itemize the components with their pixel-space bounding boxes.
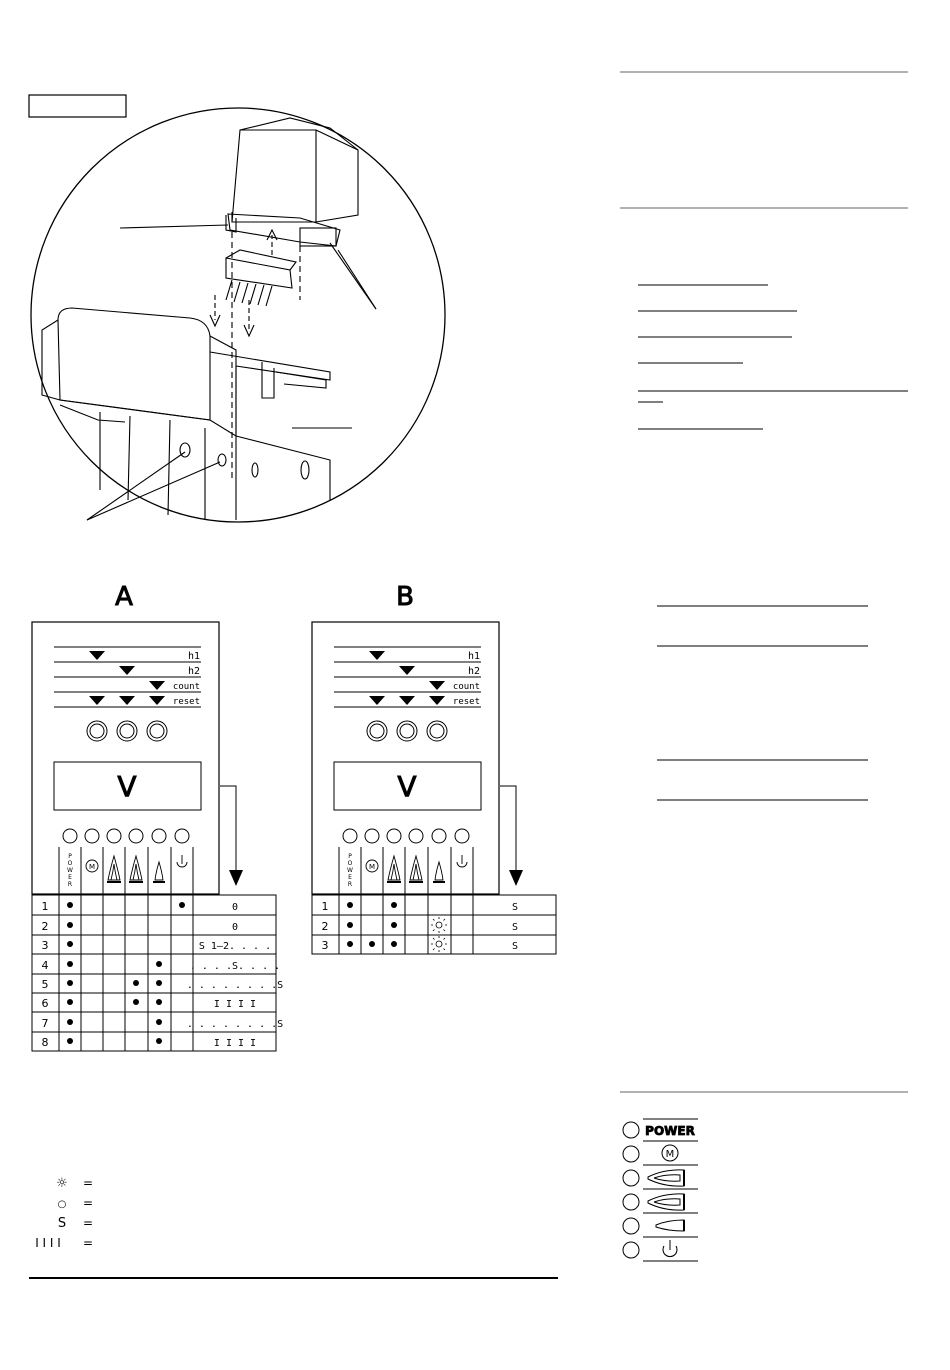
- table-cell-value: . . . . . . . .S: [186, 980, 284, 991]
- menu-label-h2: h2: [187, 666, 200, 677]
- key-list: [623, 1119, 698, 1261]
- flame-large-icon: [130, 856, 142, 880]
- key-motor-label: M: [665, 1149, 675, 1160]
- table-cell-value: 0: [231, 922, 239, 933]
- table-row-number: 3: [41, 939, 49, 952]
- legend-equals: =: [82, 1176, 94, 1190]
- table-row-number: 8: [41, 1036, 49, 1049]
- legend-symbol-blinking: ☼: [56, 1176, 68, 1191]
- panel-a-display-char: V: [117, 770, 137, 803]
- legend-equals: =: [82, 1216, 94, 1230]
- table-cell-value: I I I I: [213, 1038, 257, 1049]
- legend-symbol-bars: I I I I: [35, 1236, 61, 1250]
- menu-label-reset: reset: [172, 697, 200, 707]
- panel-a-button-3-inner: [150, 724, 164, 738]
- table-cell-value: S: [511, 922, 519, 933]
- flame-small-icon: [656, 1220, 684, 1231]
- table-row-number: 1: [41, 900, 49, 913]
- flame-large-icon: [388, 856, 400, 880]
- panel-a-leds: [63, 829, 189, 843]
- menu-label-h1: h1: [187, 651, 200, 662]
- legend-equals: =: [82, 1236, 94, 1250]
- flame-small-icon: [435, 862, 443, 880]
- power-label: P O W E R: [347, 853, 353, 888]
- legend-symbol-s: S: [57, 1216, 67, 1231]
- panel-b-motor-letter: M: [368, 863, 376, 871]
- menu-arrow-icons: [89, 651, 165, 705]
- table-cell-value: . . . .S. . . .: [189, 961, 281, 972]
- panel-b-leds: [343, 829, 469, 843]
- arrow-down-icon: [509, 870, 523, 886]
- connector-illustration: [31, 108, 445, 522]
- blank-lines: [638, 285, 908, 800]
- panel-b-display-char: V: [397, 770, 417, 803]
- power-label: P O W E R: [67, 853, 73, 888]
- flame-small-icon: [155, 862, 163, 880]
- legend-equals: =: [82, 1196, 94, 1210]
- menu-arrow-icons: [369, 651, 445, 705]
- table-cell-value: . . . . . . . .S: [186, 1019, 284, 1030]
- panel-a-button-2-inner: [120, 724, 134, 738]
- table-row-number: 2: [41, 920, 49, 933]
- flame-large-icon: [648, 1170, 684, 1186]
- table-cell-value: S 1–2. . . .: [198, 941, 272, 952]
- table-row-number: 3: [321, 939, 329, 952]
- table-row-number: 4: [41, 959, 49, 972]
- table-cell-value: S: [511, 941, 519, 952]
- status-dots: [67, 902, 185, 1044]
- table-row-number: 2: [321, 920, 329, 933]
- table-cell-value: 0: [231, 902, 239, 913]
- arrow-down-icon: [229, 870, 243, 886]
- panel-a-label: A: [115, 582, 133, 612]
- status-dots: [347, 902, 397, 947]
- menu-label-reset: reset: [452, 697, 480, 707]
- menu-label-count: count: [172, 682, 200, 692]
- table-row-number: 6: [41, 997, 49, 1010]
- legend-symbol-off: ○: [57, 1199, 67, 1210]
- panel-a-motor-letter: M: [88, 863, 96, 871]
- panel-b-label: B: [396, 582, 414, 612]
- menu-label-h2: h2: [467, 666, 480, 677]
- flame-large-icon: [108, 856, 120, 880]
- panel-b: [312, 622, 523, 895]
- table-cell-value: S: [511, 902, 519, 913]
- flame-large-icon: [648, 1194, 684, 1210]
- flame-large-icon: [410, 856, 422, 880]
- key-power-label: POWER: [645, 1124, 695, 1138]
- menu-label-count: count: [452, 682, 480, 692]
- panel-a: [32, 622, 243, 895]
- table-cell-value: I I I I: [213, 999, 257, 1010]
- table-row-number: 1: [321, 900, 329, 913]
- panel-a-button-1-inner: [90, 724, 104, 738]
- menu-label-h1: h1: [467, 651, 480, 662]
- table-row-number: 7: [41, 1017, 49, 1030]
- figure-label-box: [29, 95, 126, 117]
- table-row-number: 5: [41, 978, 49, 991]
